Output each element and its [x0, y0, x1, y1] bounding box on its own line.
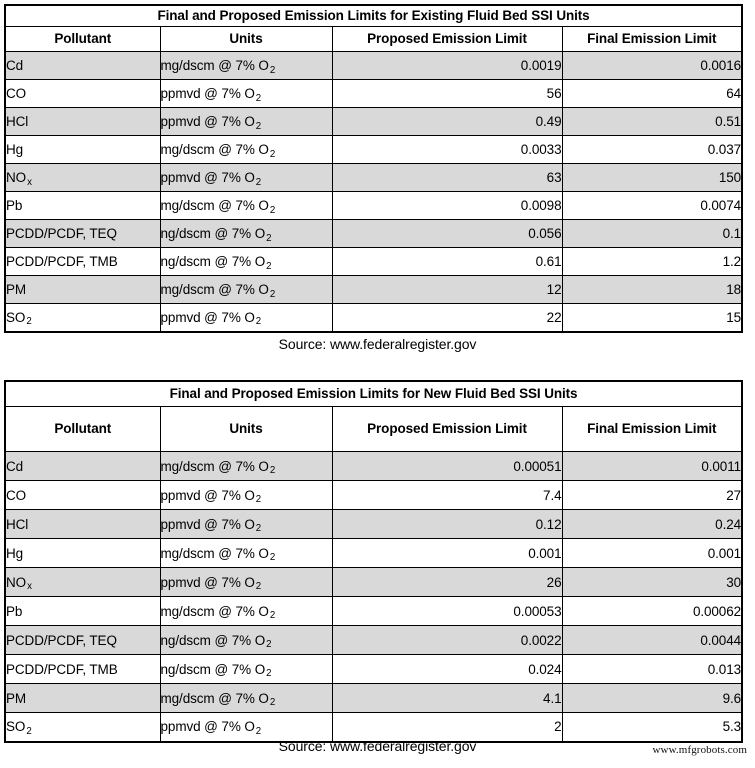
cell-units: mg/dscm @ 7% $O_2$: [160, 136, 332, 164]
cell-units: mg/dscm @ 7% $O_2$: [160, 597, 332, 626]
cell-pollutant: HCl: [5, 108, 160, 136]
subscript: 2: [26, 725, 32, 737]
subscript: 2: [255, 176, 262, 188]
table-title-row: [5, 5, 742, 27]
cell-proposed-emission-limit: 7.4: [332, 481, 562, 510]
column-header-final-emission-limit: Final Emission Limit: [562, 407, 742, 452]
cell-proposed-emission-limit: 0.00053: [332, 597, 562, 626]
cell-pollutant: PCDD/PCDF, TMB: [5, 655, 160, 684]
table-row: [5, 510, 742, 539]
subscript: 2: [255, 725, 262, 737]
cell-units: mg/dscm @ 7% $O_2$: [160, 452, 332, 481]
cell-final-emission-limit: 5.3: [562, 713, 742, 742]
cell-proposed-emission-limit: 0.001: [332, 539, 562, 568]
cell-units: ng/dscm @ 7% $O_2$: [160, 655, 332, 684]
table-body: [5, 452, 742, 742]
table-row: [5, 452, 742, 481]
cell-pollutant: Cd: [5, 452, 160, 481]
cell-pollutant: $NO_x$: [5, 568, 160, 597]
subscript: 2: [269, 697, 276, 709]
table-row: [5, 276, 742, 304]
subscript: 2: [255, 523, 262, 535]
subscript: 2: [255, 92, 262, 104]
table-row: [5, 597, 742, 626]
cell-proposed-emission-limit: 0.49: [332, 108, 562, 136]
table-row: [5, 108, 742, 136]
cell-pollutant: HCl: [5, 510, 160, 539]
cell-proposed-emission-limit: 0.056: [332, 220, 562, 248]
cell-units: mg/dscm @ 7% $O_2$: [160, 192, 332, 220]
cell-proposed-emission-limit: 4.1: [332, 684, 562, 713]
cell-final-emission-limit: 0.51: [562, 108, 742, 136]
subscript: 2: [266, 232, 272, 244]
watermark: www.mfgrobots.com: [652, 744, 747, 756]
subscript: x: [27, 176, 32, 188]
cell-units: ppmvd @ 7% $O_2$: [160, 568, 332, 597]
subscript: 2: [266, 639, 272, 651]
emission-limits-table-new: [4, 380, 741, 743]
cell-pollutant: Hg: [5, 136, 160, 164]
table-row: [5, 568, 742, 597]
cell-units: ng/dscm @ 7% $O_2$: [160, 626, 332, 655]
table-header-row: [5, 407, 742, 452]
table-existing: [4, 4, 743, 333]
cell-final-emission-limit: 0.00062: [562, 597, 742, 626]
cell-pollutant: PCDD/PCDF, TEQ: [5, 220, 160, 248]
cell-final-emission-limit: 15: [562, 304, 742, 332]
cell-final-emission-limit: 18: [562, 276, 742, 304]
cell-units: mg/dscm @ 7% $O_2$: [160, 539, 332, 568]
column-header-units: Units: [160, 407, 332, 452]
cell-proposed-emission-limit: 63: [332, 164, 562, 192]
table-title-row: [5, 381, 742, 407]
cell-units: mg/dscm @ 7% $O_2$: [160, 684, 332, 713]
cell-final-emission-limit: 0.0074: [562, 192, 742, 220]
cell-final-emission-limit: 0.0044: [562, 626, 742, 655]
cell-proposed-emission-limit: 0.12: [332, 510, 562, 539]
table-row: [5, 220, 742, 248]
cell-pollutant: Pb: [5, 192, 160, 220]
table-row: [5, 248, 742, 276]
table-row: [5, 80, 742, 108]
column-header-proposed-emission-limit: Proposed Emission Limit: [332, 27, 562, 52]
column-header-final-emission-limit: Final Emission Limit: [562, 27, 742, 52]
column-header-proposed-emission-limit: Proposed Emission Limit: [332, 407, 562, 452]
table-row: [5, 304, 742, 332]
cell-proposed-emission-limit: 0.61: [332, 248, 562, 276]
subscript: 2: [269, 465, 276, 477]
emission-limits-table-existing: [4, 4, 741, 333]
cell-final-emission-limit: 9.6: [562, 684, 742, 713]
table-title: Final and Proposed Emission Limits for Existing Fluid Bed SSI Units: [5, 5, 742, 27]
table-title: Final and Proposed Emission Limits for New Fluid Bed SSI Units: [5, 381, 742, 407]
subscript: 2: [266, 668, 272, 680]
subscript: 2: [269, 204, 276, 216]
cell-units: ppmvd @ 7% $O_2$: [160, 510, 332, 539]
cell-pollutant: $NO_x$: [5, 164, 160, 192]
column-header-pollutant: Pollutant: [5, 27, 160, 52]
source-caption-new: Source: www.federalregister.gov: [278, 738, 477, 754]
source-caption-existing: Source: www.federalregister.gov: [278, 336, 477, 352]
table-row: [5, 164, 742, 192]
cell-proposed-emission-limit: 26: [332, 568, 562, 597]
cell-final-emission-limit: 150: [562, 164, 742, 192]
cell-proposed-emission-limit: 0.0098: [332, 192, 562, 220]
cell-final-emission-limit: 0.0016: [562, 52, 742, 80]
cell-pollutant: PM: [5, 276, 160, 304]
cell-pollutant: $SO_2$: [5, 713, 160, 742]
subscript: x: [27, 581, 32, 593]
subscript: 2: [266, 260, 272, 272]
cell-proposed-emission-limit: 56: [332, 80, 562, 108]
cell-units: ppmvd @ 7% $O_2$: [160, 304, 332, 332]
cell-units: ppmvd @ 7% $O_2$: [160, 713, 332, 742]
cell-final-emission-limit: 30: [562, 568, 742, 597]
subscript: 2: [255, 316, 262, 328]
cell-pollutant: Pb: [5, 597, 160, 626]
cell-proposed-emission-limit: 2: [332, 713, 562, 742]
table-row: [5, 626, 742, 655]
subscript: 2: [255, 581, 262, 593]
cell-units: ng/dscm @ 7% $O_2$: [160, 248, 332, 276]
subscript: 2: [26, 316, 32, 328]
cell-pollutant: PCDD/PCDF, TMB: [5, 248, 160, 276]
cell-pollutant: Cd: [5, 52, 160, 80]
cell-final-emission-limit: 64: [562, 80, 742, 108]
cell-proposed-emission-limit: 0.00051: [332, 452, 562, 481]
table-row: [5, 52, 742, 80]
cell-final-emission-limit: 0.1: [562, 220, 742, 248]
subscript: 2: [255, 120, 262, 132]
table-row: [5, 539, 742, 568]
cell-proposed-emission-limit: 22: [332, 304, 562, 332]
subscript: 2: [269, 148, 276, 160]
table-head: [5, 381, 742, 452]
cell-pollutant: Hg: [5, 539, 160, 568]
cell-pollutant: CO: [5, 481, 160, 510]
table-row: [5, 684, 742, 713]
cell-final-emission-limit: 0.0011: [562, 452, 742, 481]
table-body: [5, 52, 742, 332]
cell-units: ppmvd @ 7% $O_2$: [160, 80, 332, 108]
cell-final-emission-limit: 27: [562, 481, 742, 510]
cell-proposed-emission-limit: 12: [332, 276, 562, 304]
cell-final-emission-limit: 0.001: [562, 539, 742, 568]
subscript: 2: [269, 552, 276, 564]
cell-units: mg/dscm @ 7% $O_2$: [160, 52, 332, 80]
cell-pollutant: CO: [5, 80, 160, 108]
subscript: 2: [269, 610, 276, 622]
cell-proposed-emission-limit: 0.0033: [332, 136, 562, 164]
subscript: 2: [255, 494, 262, 506]
cell-pollutant: PCDD/PCDF, TEQ: [5, 626, 160, 655]
cell-final-emission-limit: 0.24: [562, 510, 742, 539]
cell-proposed-emission-limit: 0.024: [332, 655, 562, 684]
cell-units: mg/dscm @ 7% $O_2$: [160, 276, 332, 304]
cell-proposed-emission-limit: 0.0022: [332, 626, 562, 655]
table-header-row: [5, 27, 742, 52]
cell-units: ng/dscm @ 7% $O_2$: [160, 220, 332, 248]
cell-units: ppmvd @ 7% $O_2$: [160, 164, 332, 192]
table-row: [5, 192, 742, 220]
cell-units: ppmvd @ 7% $O_2$: [160, 108, 332, 136]
table-new: [4, 380, 743, 743]
column-header-pollutant: Pollutant: [5, 407, 160, 452]
column-header-units: Units: [160, 27, 332, 52]
table-row: [5, 136, 742, 164]
cell-units: ppmvd @ 7% $O_2$: [160, 481, 332, 510]
cell-final-emission-limit: 1.2: [562, 248, 742, 276]
cell-final-emission-limit: 0.037: [562, 136, 742, 164]
cell-final-emission-limit: 0.013: [562, 655, 742, 684]
table-row: [5, 655, 742, 684]
table-head: [5, 5, 742, 52]
cell-proposed-emission-limit: 0.0019: [332, 52, 562, 80]
cell-pollutant: $SO_2$: [5, 304, 160, 332]
table-row: [5, 481, 742, 510]
subscript: 2: [269, 64, 276, 76]
cell-pollutant: PM: [5, 684, 160, 713]
subscript: 2: [269, 288, 276, 300]
